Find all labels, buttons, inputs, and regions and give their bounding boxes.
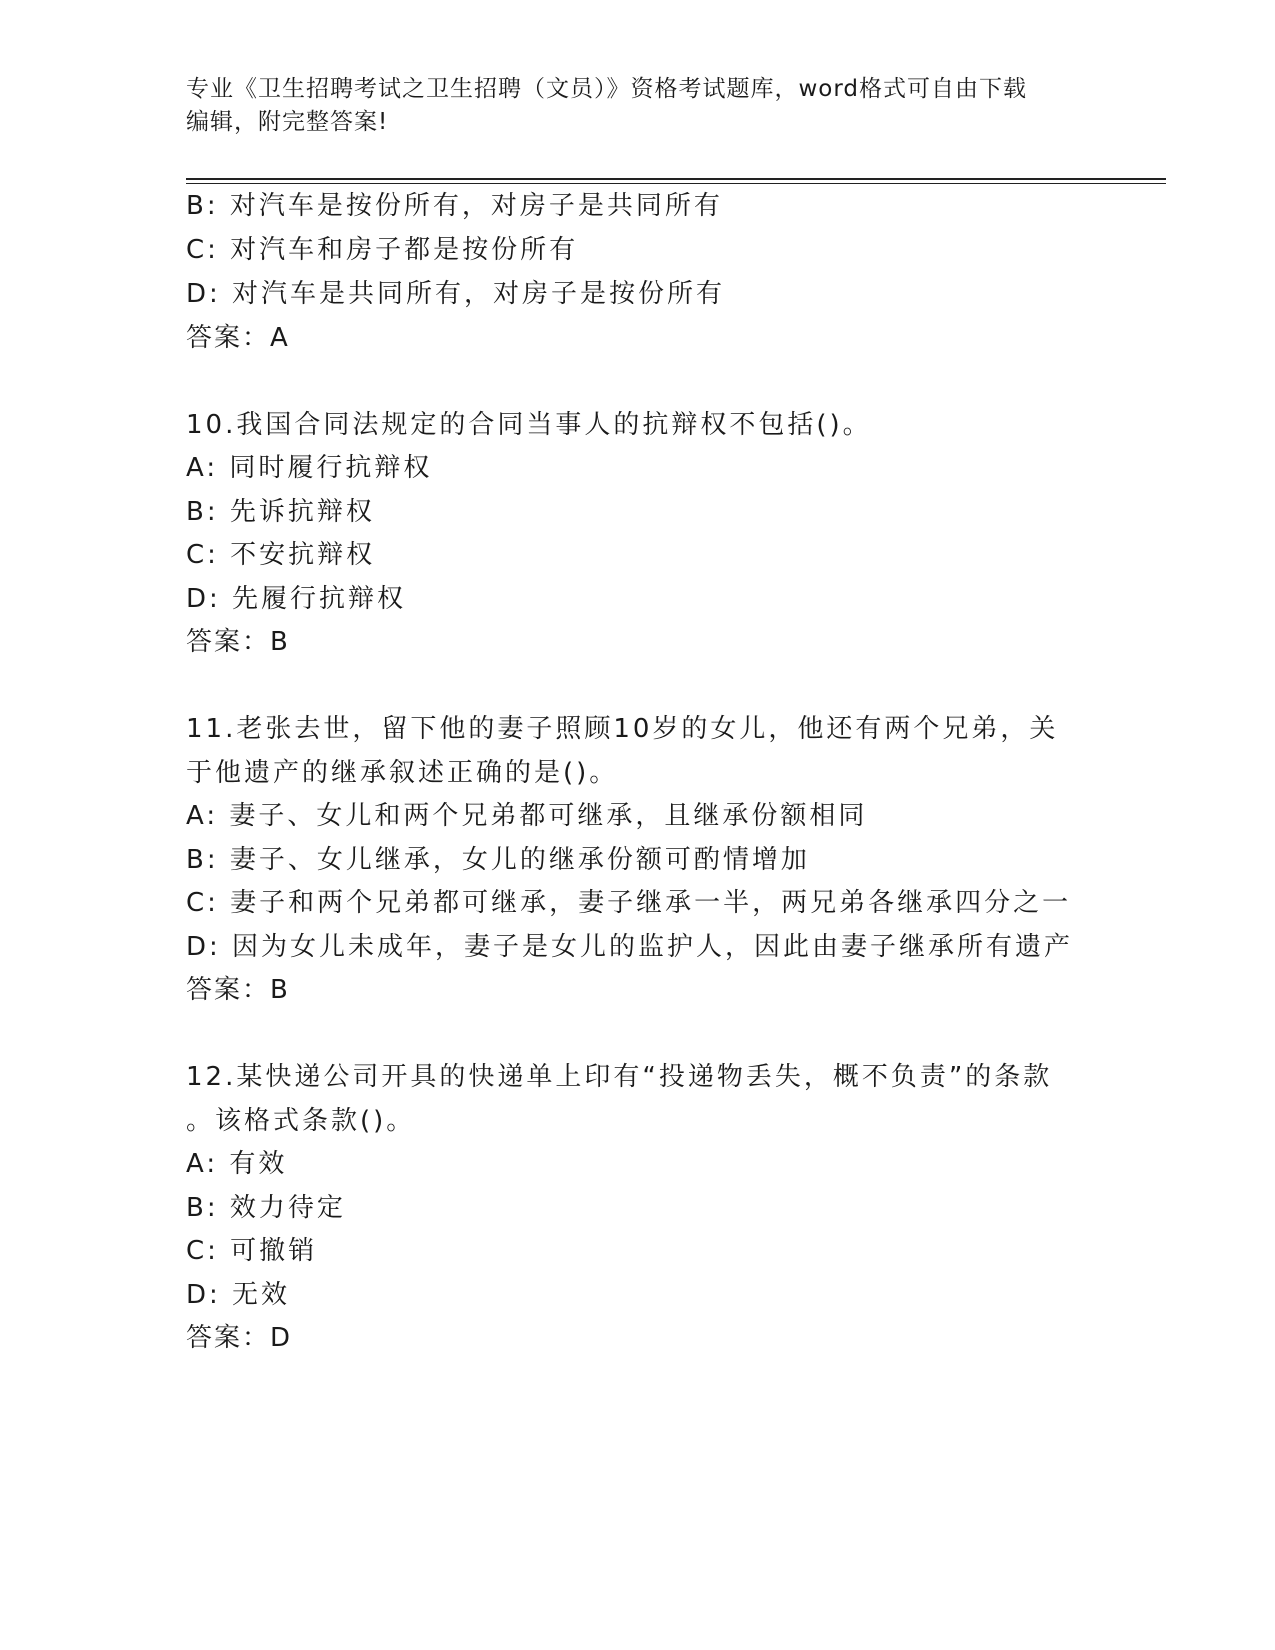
header-divider-bottom [186, 183, 1166, 184]
header-divider-top [186, 178, 1166, 180]
q12-question-line-1: 12.某快递公司开具的快递单上印有“投递物丢失，概不负责”的条款 [186, 1062, 1053, 1092]
q9-option-c: C: 对汽车和房子都是按份所有 [186, 235, 579, 265]
header-line-1: 专业《卫生招聘考试之卫生招聘（文员）》资格考试题库，word格式可自由下载 [186, 76, 1028, 102]
q12-question-line-2: 。该格式条款()。 [186, 1106, 416, 1136]
q10-answer: 答案：B [186, 627, 290, 657]
q9-answer: 答案：A [186, 323, 290, 353]
q12-option-b: B: 效力待定 [186, 1193, 346, 1223]
document-header [186, 73, 1086, 139]
q10-option-b: B: 先诉抗辩权 [186, 497, 375, 527]
q11-option-c: C: 妻子和两个兄弟都可继承，妻子继承一半，两兄弟各继承四分之一 [186, 888, 1072, 918]
header-line-2: 编辑，附完整答案! [186, 109, 389, 135]
q11-answer: 答案：B [186, 975, 290, 1005]
q12-option-a: A: 有效 [186, 1149, 288, 1179]
q11-question-line-1: 11.老张去世，留下他的妻子照顾10岁的女儿，他还有两个兄弟，关 [186, 714, 1059, 744]
q11-question-line-2: 于他遗产的继承叙述正确的是()。 [186, 758, 619, 788]
q12-option-c: C: 可撤销 [186, 1236, 318, 1266]
q10-option-c: C: 不安抗辩权 [186, 540, 376, 570]
q10-option-d: D: 先履行抗辩权 [186, 584, 407, 614]
q9-option-d: D: 对汽车是共同所有，对房子是按份所有 [186, 279, 726, 309]
q9-option-b: B: 对汽车是按份所有，对房子是共同所有 [186, 191, 723, 221]
q11-option-b: B: 妻子、女儿继承，女儿的继承份额可酌情增加 [186, 845, 810, 875]
q10-option-a: A: 同时履行抗辩权 [186, 453, 433, 483]
q10-question: 10.我国合同法规定的合同当事人的抗辩权不包括()。 [186, 410, 872, 440]
q11-option-d: D: 因为女儿未成年，妻子是女儿的监护人，因此由妻子继承所有遗产 [186, 932, 1074, 962]
q12-answer: 答案：D [186, 1323, 293, 1353]
q12-option-d: D: 无效 [186, 1280, 291, 1310]
q11-option-a: A: 妻子、女儿和两个兄弟都可继承，且继承份额相同 [186, 801, 868, 831]
